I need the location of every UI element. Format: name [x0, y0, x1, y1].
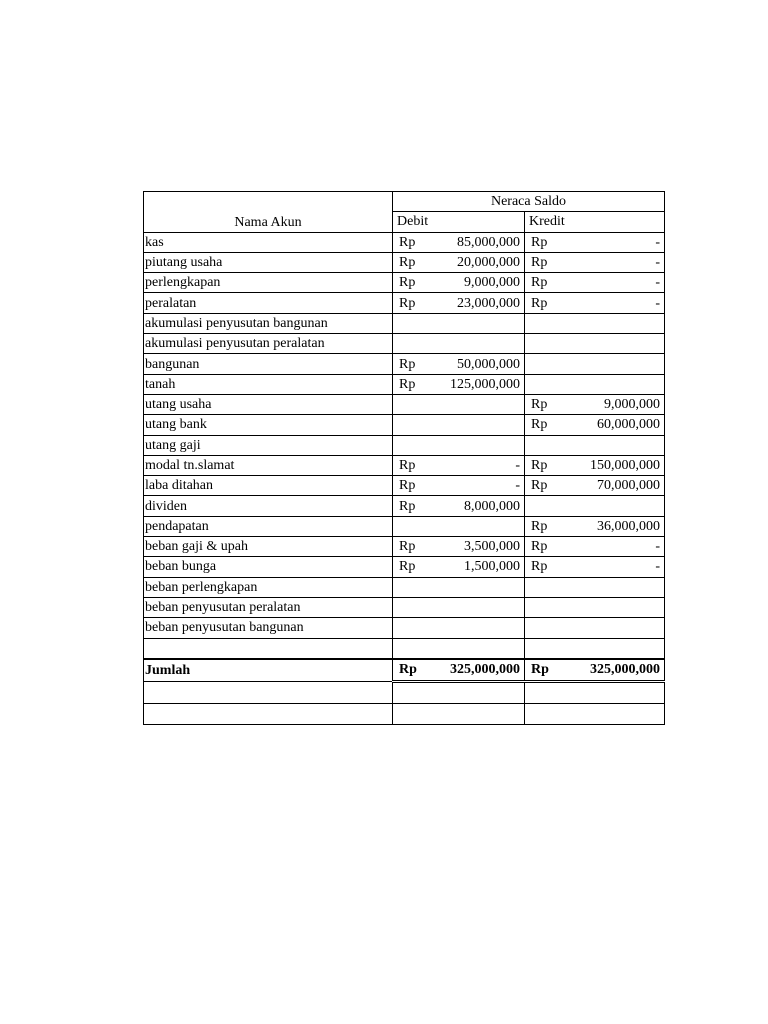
table-row [144, 252, 665, 272]
account-name: tanah [144, 374, 393, 394]
credit-currency: Rp [531, 234, 548, 250]
account-name: beban bunga [144, 557, 393, 577]
account-name: beban gaji & upah [144, 537, 393, 557]
credit-amount: - [655, 255, 660, 271]
debit-cell [393, 354, 525, 374]
credit-cell [525, 354, 665, 374]
debit-currency: Rp [399, 539, 416, 555]
credit-cell [525, 496, 665, 516]
debit-cell [393, 232, 525, 252]
empty-cell [525, 703, 665, 724]
debit-currency: Rp [399, 559, 416, 575]
empty-cell [393, 681, 525, 703]
credit-amount: - [655, 275, 660, 291]
header-debit: Debit [393, 212, 525, 232]
table-row [144, 313, 665, 333]
credit-currency: Rp [531, 397, 548, 413]
table-row [144, 557, 665, 577]
table-row [144, 537, 665, 557]
credit-amount: - [655, 559, 660, 575]
debit-cell [393, 334, 525, 354]
account-name: utang gaji [144, 435, 393, 455]
trial-balance-body [144, 192, 665, 725]
debit-cell [393, 252, 525, 272]
credit-cell [525, 516, 665, 536]
credit-cell [525, 394, 665, 414]
debit-amount: 325,000,000 [450, 662, 520, 678]
credit-currency: Rp [531, 559, 548, 575]
credit-amount: - [655, 234, 660, 250]
table-row [144, 354, 665, 374]
table-row [144, 577, 665, 597]
credit-cell [525, 415, 665, 435]
debit-amount: - [515, 458, 520, 473]
debit-cell [393, 435, 525, 455]
debit-amount: - [515, 478, 520, 494]
credit-cell [525, 537, 665, 557]
credit-cell [525, 597, 665, 617]
credit-amount: - [655, 295, 660, 311]
debit-currency: Rp [399, 255, 416, 271]
debit-amount: 1,500,000 [464, 559, 520, 575]
debit-amount: 20,000,000 [457, 255, 520, 271]
table-row [144, 334, 665, 354]
credit-cell [525, 476, 665, 496]
table-row [144, 638, 665, 659]
debit-amount: 85,000,000 [457, 234, 520, 250]
table-row [144, 618, 665, 638]
account-name: perlengkapan [144, 273, 393, 293]
debit-amount: 50,000,000 [457, 356, 520, 372]
debit-cell [393, 394, 525, 414]
account-name: beban penyusutan bangunan [144, 618, 393, 638]
debit-cell [393, 496, 525, 516]
debit-cell [393, 476, 525, 496]
credit-cell [525, 334, 665, 354]
credit-cell [525, 273, 665, 293]
credit-amount: 325,000,000 [590, 662, 660, 678]
debit-cell [393, 516, 525, 536]
account-name [144, 638, 393, 659]
debit-cell [393, 537, 525, 557]
debit-currency: Rp [399, 376, 416, 392]
account-name: piutang usaha [144, 252, 393, 272]
debit-amount: 8,000,000 [464, 498, 520, 514]
table-row [144, 415, 665, 435]
header-row-group [144, 192, 665, 212]
credit-cell [525, 557, 665, 577]
header-trial-balance: Neraca Saldo [393, 192, 665, 212]
account-name: Jumlah [144, 659, 393, 682]
account-name: pendapatan [144, 516, 393, 536]
empty-cell [144, 703, 393, 724]
credit-currency: Rp [531, 458, 548, 473]
table-row [144, 374, 665, 394]
debit-currency: Rp [399, 295, 416, 311]
account-name: akumulasi penyusutan bangunan [144, 313, 393, 333]
account-name: akumulasi penyusutan peralatan [144, 334, 393, 354]
empty-row [144, 703, 665, 724]
account-name: utang bank [144, 415, 393, 435]
empty-cell [393, 703, 525, 724]
empty-row [144, 681, 665, 703]
table-row [144, 476, 665, 496]
credit-cell [525, 638, 665, 659]
credit-currency: Rp [531, 295, 548, 311]
account-name: peralatan [144, 293, 393, 313]
credit-currency: Rp [531, 478, 548, 494]
table-row [144, 232, 665, 252]
debit-cell [393, 597, 525, 617]
debit-currency: Rp [399, 356, 416, 372]
header-credit: Kredit [525, 212, 665, 232]
account-name: utang usaha [144, 394, 393, 414]
table-row [144, 496, 665, 516]
debit-cell [393, 577, 525, 597]
credit-amount: 9,000,000 [604, 397, 660, 413]
credit-currency: Rp [531, 518, 548, 534]
empty-cell [525, 681, 665, 703]
total-row [144, 659, 665, 682]
debit-currency: Rp [399, 498, 416, 514]
credit-cell [525, 232, 665, 252]
debit-amount: 23,000,000 [457, 295, 520, 311]
debit-cell [393, 659, 525, 682]
credit-cell [525, 659, 665, 682]
credit-cell [525, 435, 665, 455]
debit-currency: Rp [399, 478, 416, 494]
credit-cell [525, 293, 665, 313]
credit-cell [525, 455, 665, 475]
debit-cell [393, 618, 525, 638]
account-name: modal tn.slamat [144, 455, 393, 475]
debit-cell [393, 273, 525, 293]
credit-currency: Rp [531, 662, 549, 678]
credit-cell [525, 252, 665, 272]
trial-balance-table [143, 191, 665, 725]
debit-cell [393, 415, 525, 435]
account-name: bangunan [144, 354, 393, 374]
debit-cell [393, 638, 525, 659]
credit-cell [525, 618, 665, 638]
account-name: laba ditahan [144, 476, 393, 496]
table-row [144, 455, 665, 475]
debit-currency: Rp [399, 275, 416, 291]
credit-amount: - [655, 539, 660, 555]
debit-cell [393, 455, 525, 475]
header-account-name: Nama Akun [144, 192, 393, 233]
credit-amount: 70,000,000 [597, 478, 660, 494]
debit-amount: 3,500,000 [464, 539, 520, 555]
table-row [144, 597, 665, 617]
table-row [144, 394, 665, 414]
account-name: kas [144, 232, 393, 252]
credit-currency: Rp [531, 539, 548, 555]
debit-cell [393, 313, 525, 333]
debit-amount: 9,000,000 [464, 275, 520, 291]
table-row [144, 516, 665, 536]
credit-cell [525, 313, 665, 333]
account-name: dividen [144, 496, 393, 516]
credit-currency: Rp [531, 417, 548, 433]
credit-cell [525, 374, 665, 394]
debit-cell [393, 374, 525, 394]
credit-amount: 36,000,000 [597, 518, 660, 534]
credit-amount: 60,000,000 [597, 417, 660, 433]
credit-cell [525, 577, 665, 597]
table-row [144, 273, 665, 293]
account-name: beban perlengkapan [144, 577, 393, 597]
debit-currency: Rp [399, 662, 417, 678]
credit-amount: 150,000,000 [590, 458, 660, 473]
debit-currency: Rp [399, 234, 416, 250]
empty-cell [144, 681, 393, 703]
table-row [144, 435, 665, 455]
credit-currency: Rp [531, 275, 548, 291]
debit-cell [393, 293, 525, 313]
table-row [144, 293, 665, 313]
account-name: beban penyusutan peralatan [144, 597, 393, 617]
debit-currency: Rp [399, 458, 416, 473]
debit-cell [393, 557, 525, 577]
debit-amount: 125,000,000 [450, 376, 520, 392]
credit-currency: Rp [531, 255, 548, 271]
